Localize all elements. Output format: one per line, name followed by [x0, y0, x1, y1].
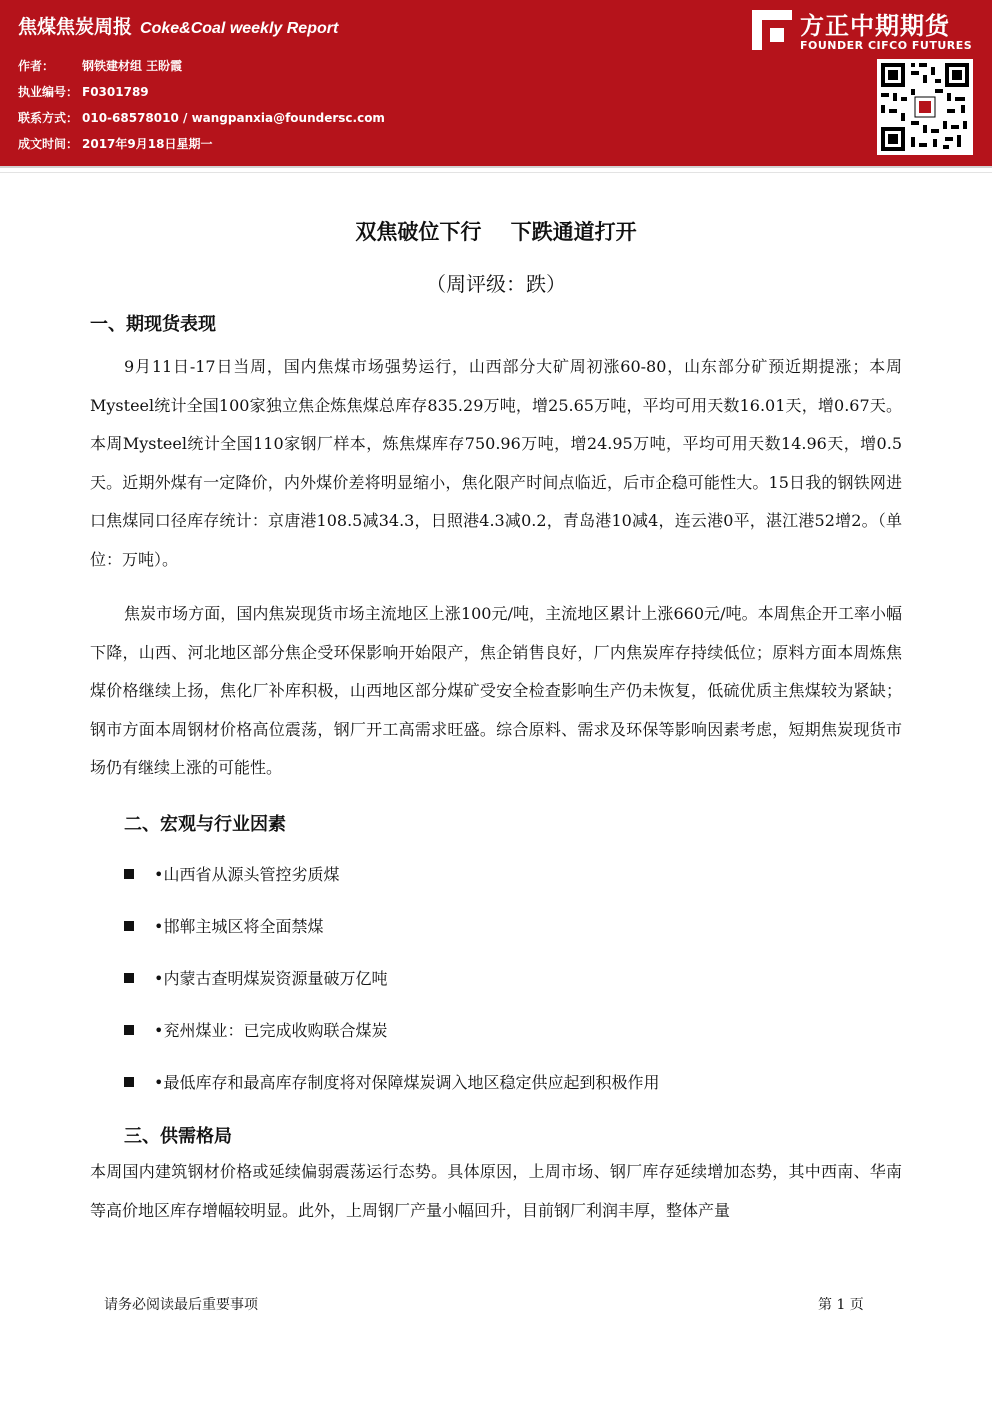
meta-value: 010-68578010 / wangpanxia@foundersc.com [82, 111, 385, 125]
square-bullet-icon [124, 869, 134, 879]
page-number: 第 1 页 [818, 1297, 864, 1313]
logo-text-en: FOUNDER CIFCO FUTURES [800, 39, 973, 52]
list-item [124, 1018, 387, 1041]
list-item [124, 966, 387, 989]
list-item [124, 1070, 659, 1093]
section-heading-supply-demand: 三、供需格局 [124, 1126, 232, 1147]
paragraph-steel: 本周国内建筑钢材价格或延续偏弱震荡运行态势。具体原因，上周市场、钢厂库存延续增加态势，其中西南、华南等高价地区库存增幅较明显。此外，上周钢厂产量小幅回升，目前钢厂利润丰厚，整体产量 [90, 1162, 902, 1220]
meta-value: 钢铁建材组 王盼霞 [82, 59, 183, 73]
meta-label: 作者： [18, 59, 55, 73]
list-item [124, 862, 339, 885]
list-item-text: •兖州煤业：已完成收购联合煤炭 [154, 1021, 388, 1040]
header-divider [0, 166, 992, 168]
logo-mark-icon [752, 10, 792, 50]
report-title [18, 12, 338, 39]
meta-label: 联系方式： [18, 111, 79, 125]
square-bullet-icon [124, 1025, 134, 1035]
qr-code-icon [877, 59, 973, 155]
square-bullet-icon [124, 1077, 134, 1087]
meta-license [18, 83, 149, 100]
meta-date [18, 135, 212, 152]
square-bullet-icon [124, 921, 134, 931]
section-heading-market: 一、期现货表现 [90, 314, 216, 335]
meta-label: 执业编号： [18, 85, 79, 99]
report-header [0, 0, 992, 166]
meta-value: 2017年9月18日星期一 [82, 137, 213, 151]
list-item-text: •山西省从源头管控劣质煤 [154, 865, 340, 884]
meta-contact [18, 109, 385, 126]
header-divider-thin [0, 172, 992, 173]
meta-label: 成文时间： [18, 137, 79, 151]
company-logo [752, 6, 982, 54]
list-item-text: •最低库存和最高库存制度将对保障煤炭调入地区稳定供应起到积极作用 [154, 1073, 660, 1092]
report-title-en: Coke&Coal weekly Report [140, 20, 339, 37]
logo-text-cn: 方正中期期货 [800, 12, 950, 40]
section-heading-macro: 二、宏观与行业因素 [124, 814, 286, 835]
meta-author [18, 57, 182, 74]
report-title-cn: 焦煤焦炭周报 [18, 16, 133, 38]
paragraph-coke: 焦炭市场方面，国内焦炭现货市场主流地区上涨100元/吨，主流地区累计上涨660元/吨。本周焦企开工率小幅下降，山西、河北地区部分焦企受环保影响开始限产，焦企销售良好，厂内焦炭库存持续低位；原料方面本周炼焦煤价格继续上扬，焦化厂补库积极，山西地区部分煤矿受安全检查影响生产仍未恢复，低硫优质主焦煤较为紧缺；钢市方面本周钢材价格高位震荡，钢厂开工高需求旺盛。综合原料、需求及环保等影响因素考虑，短期焦炭现货市场仍有继续上涨的可能性。 [90, 604, 902, 778]
footer-notice: 请务必阅读最后重要事项 [104, 1297, 258, 1313]
list-item-text: •邯郸主城区将全面禁煤 [154, 917, 324, 936]
paragraph-coking-coal: 9月11日-17日当周，国内焦煤市场强势运行，山西部分大矿周初涨60-80，山东部分矿预近期提涨；本周Mysteel统计全国100家独立焦企炼焦煤总库存835.29万吨，增25.65万吨，平均可用天数16.01天，增0.67天。本周Mysteel统计全国110家钢厂样本，炼焦煤库存750.96万吨，增24.95万吨，平均可用天数14.96天，增0.5天。近期外煤有一定降价，内外煤价差将明显缩小，焦化限产时间点临近，后市企稳可能性大。15日我的钢铁网进口焦煤同口径库存统计：京唐港108.5减34.3，日照港4.3减0.2，青岛港10减4，连云港0平，湛江港52增2。（单位：万吨）。 [90, 357, 902, 569]
square-bullet-icon [124, 973, 134, 983]
meta-value: F0301789 [82, 85, 149, 99]
weekly-rating: （周评级：跌） [426, 272, 566, 296]
list-item [124, 914, 323, 937]
document-title: 双焦破位下行 下跌通道打开 [355, 219, 637, 244]
list-item-text: •内蒙古查明煤炭资源量破万亿吨 [154, 969, 388, 988]
